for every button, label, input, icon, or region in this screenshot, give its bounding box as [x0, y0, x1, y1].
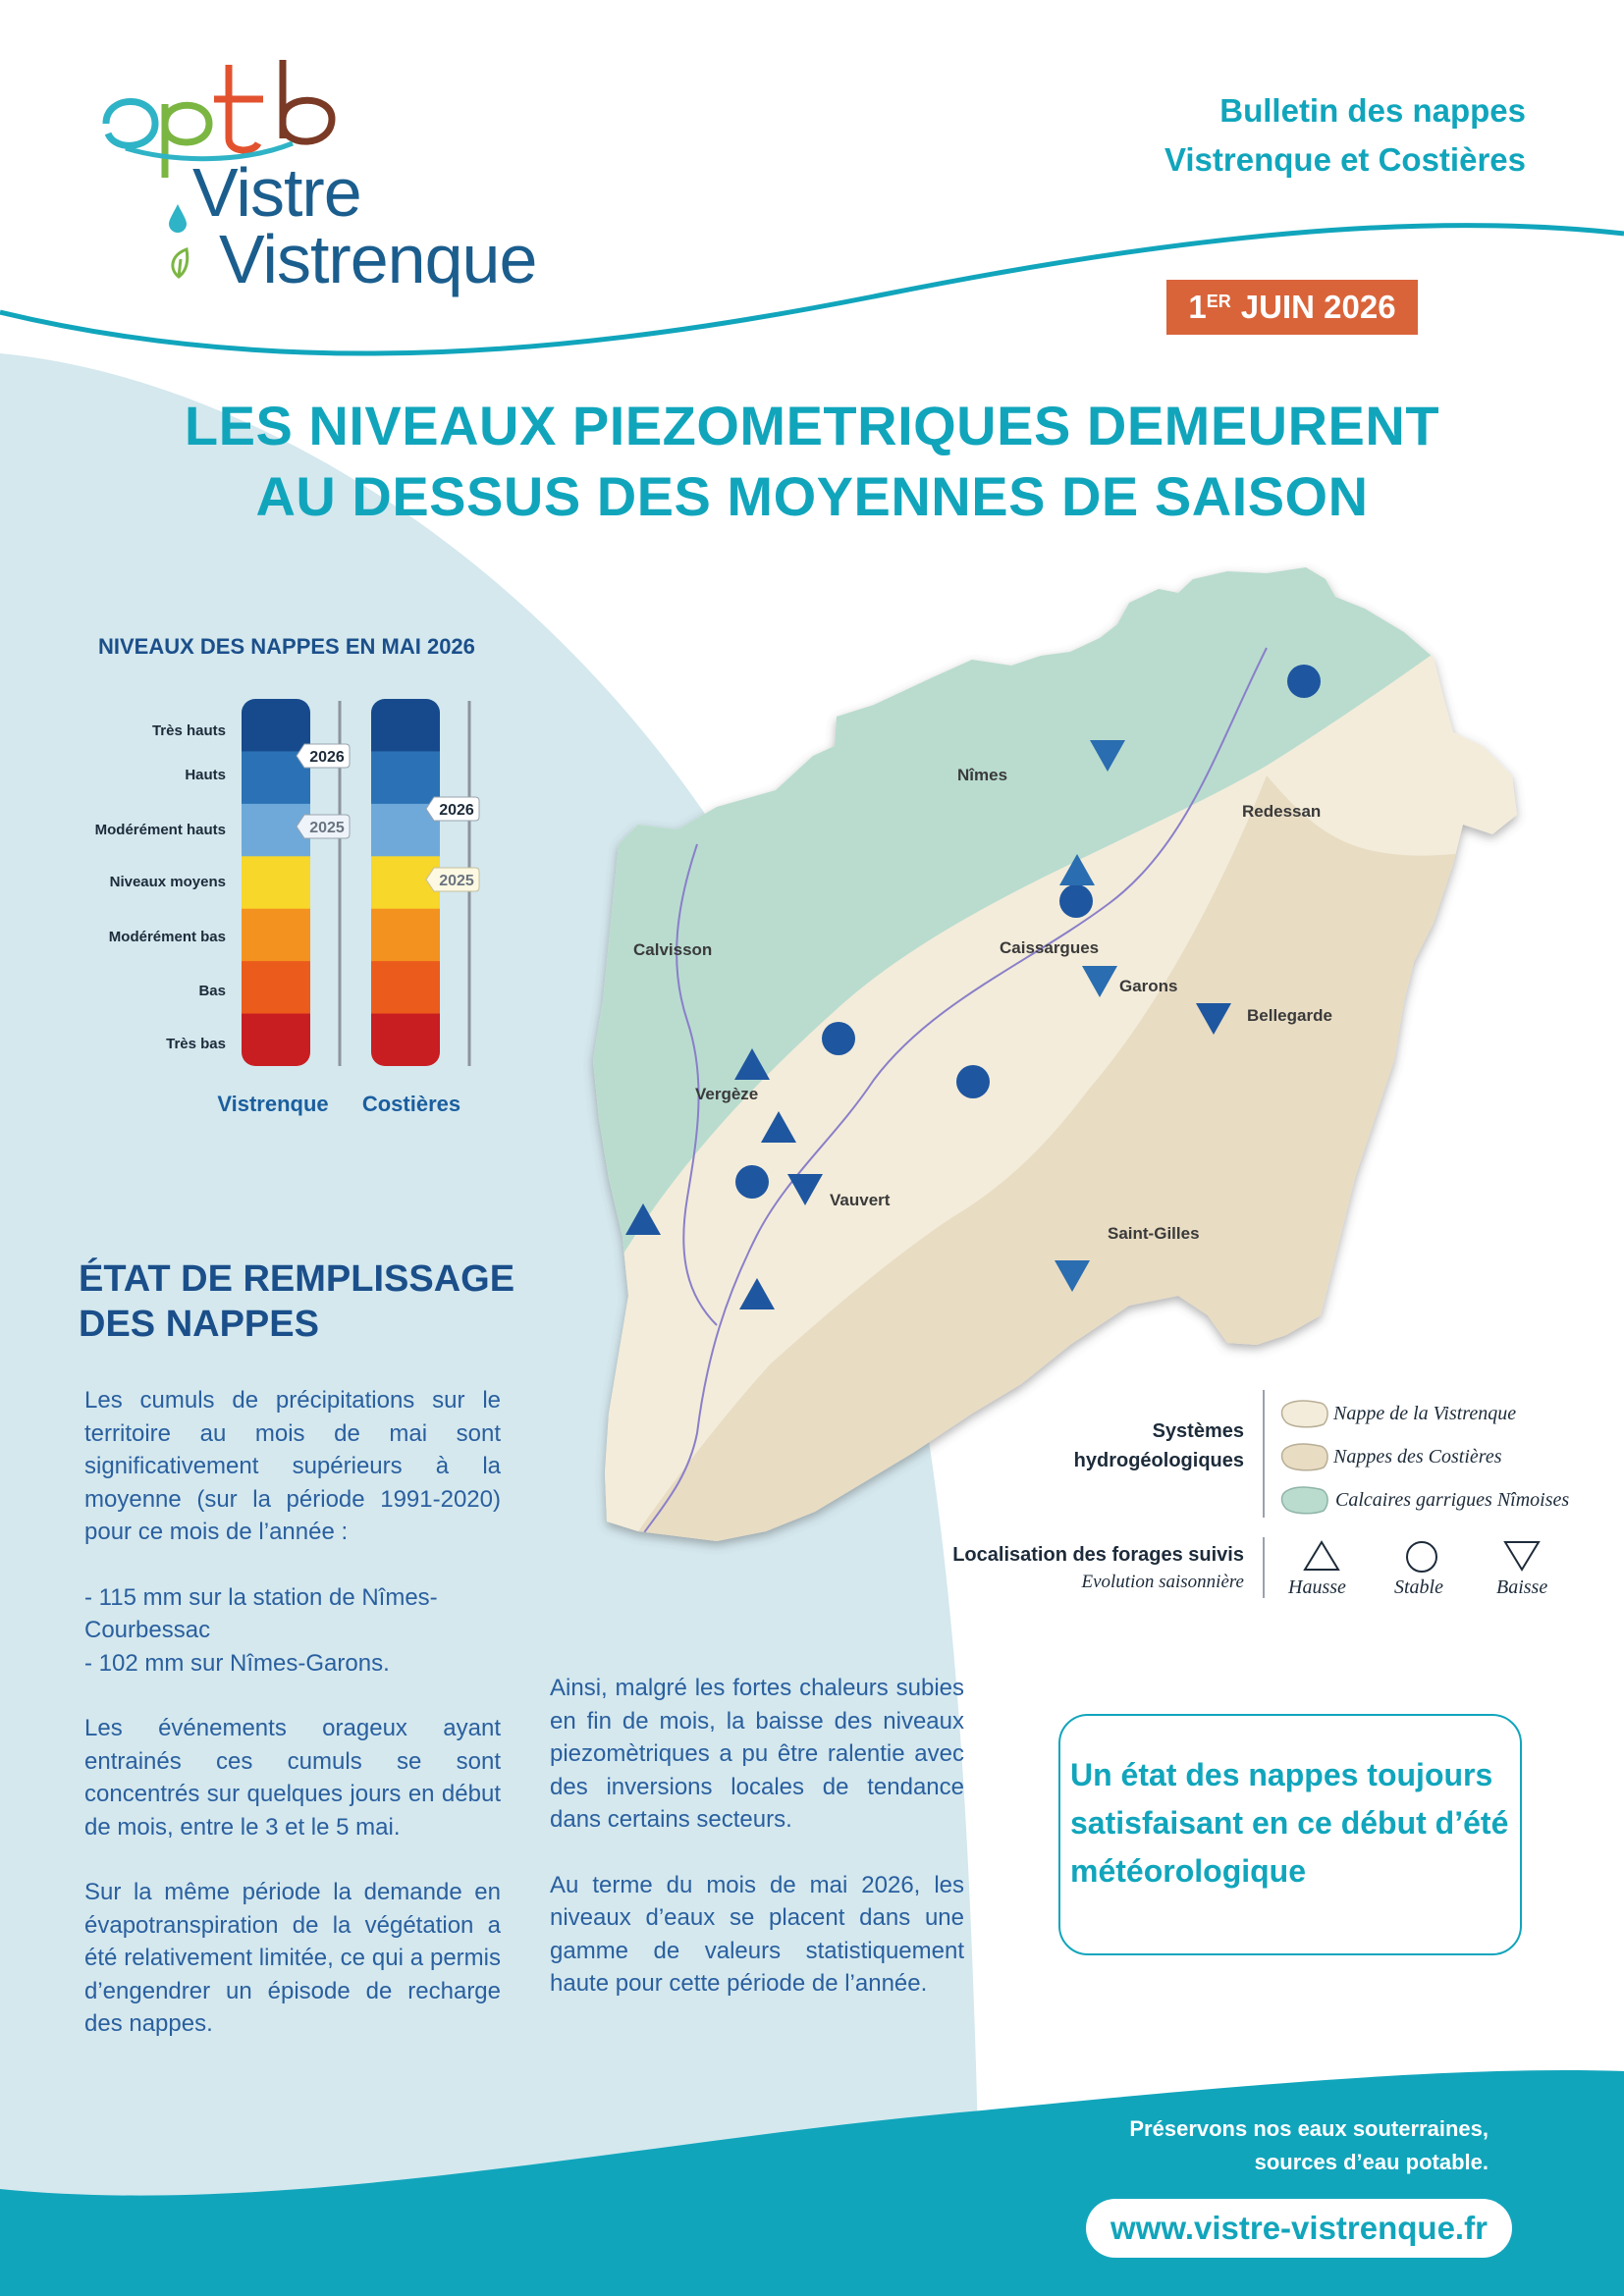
body-paragraph: Ainsi, malgré les fortes chaleurs subies en fin de mois, la baisse des niveaux piezomètriques a pu être ralentie avec des inversions locales de tendance dans certains secteurs.	[550, 1675, 964, 1833]
water-drop-icon	[167, 202, 189, 234]
body-column-2	[550, 1672, 964, 2033]
legend-boreholes-title-text: Localisation des forages suivis	[952, 1544, 1244, 1566]
borehole-stable-icon	[956, 1065, 990, 1098]
legend-systems-list	[1280, 1392, 1569, 1522]
city-redessan: Redessan	[1242, 802, 1322, 821]
legend-trend-hausse: Hausse	[1288, 1576, 1346, 1598]
date-badge	[1166, 280, 1418, 335]
city-saint-gilles: Saint-Gilles	[1108, 1224, 1200, 1243]
legend-system-item	[1280, 1392, 1569, 1435]
marker-costieres-2026	[426, 797, 479, 821]
level-segment-5	[371, 961, 440, 1014]
date-month-year: JUIN 2026	[1240, 289, 1396, 325]
legend-systems-title	[1074, 1416, 1244, 1475]
city-nimes: Nîmes	[957, 766, 1008, 784]
body-list-item: - 102 mm sur Nîmes-Garons.	[84, 1649, 390, 1677]
borehole-stable-icon	[822, 1022, 855, 1055]
main-headline	[0, 391, 1624, 532]
stable-icon	[1404, 1539, 1439, 1575]
body-paragraph: Sur la même période la demande en évapotranspiration de la végétation a été relativement limitée, ce qui a permis d’engendrer un épisode de recharge des nappes.	[84, 1879, 501, 2037]
levels-chart-title: NIVEAUX DES NAPPES EN MAI 2026	[98, 634, 475, 659]
level-segment-3	[242, 856, 310, 909]
level-label-moderement-hauts: Modérément hauts	[94, 822, 226, 838]
garrigues-swatch-icon	[1280, 1483, 1331, 1517]
level-label-hauts: Hauts	[185, 767, 226, 783]
date-ordinal: ER	[1206, 291, 1231, 311]
levels-bars	[236, 697, 491, 1070]
vistrenque-swatch-icon	[1280, 1397, 1331, 1430]
legend-boreholes-title	[952, 1541, 1244, 1596]
marker-vistrenque-2025	[297, 815, 350, 838]
marker-costieres-2026-label: 2026	[439, 802, 474, 819]
marker-vistrenque-2025-label: 2025	[309, 820, 345, 836]
level-segment-5	[242, 961, 310, 1014]
logo-line-1: Vistre	[192, 154, 361, 231]
logo-line-2: Vistrenque	[219, 221, 537, 297]
marker-costieres-2025	[426, 868, 479, 891]
borehole-stable-icon	[735, 1165, 769, 1199]
level-label-moderement-bas: Modérément bas	[108, 929, 226, 945]
level-segment-0	[242, 699, 310, 752]
legend-trends	[1284, 1537, 1548, 1606]
date-day: 1	[1188, 289, 1207, 325]
borehole-stable-icon	[1287, 665, 1321, 698]
legend-system-item	[1280, 1435, 1569, 1478]
legend-divider-2	[1263, 1537, 1265, 1598]
legend-system-vistrenque: Nappe de la Vistrenque	[1333, 1402, 1517, 1424]
marker-costieres-2025-label: 2025	[439, 873, 474, 889]
bulletin-title-line-1: Bulletin des nappes	[1219, 92, 1526, 129]
section-title-line-2: DES NAPPES	[79, 1304, 319, 1345]
level-label-niveaux-moyens: Niveaux moyens	[109, 874, 226, 890]
city-vergeze: Vergèze	[695, 1085, 759, 1103]
highlight-box: Un état des nappes toujours satisfaisant en ce début d’été météorologique	[1058, 1714, 1522, 1955]
legend-system-costieres: Nappes des Costières	[1333, 1445, 1502, 1468]
marker-vistrenque-2026-label: 2026	[309, 749, 345, 766]
level-segment-4	[242, 909, 310, 962]
leaf-icon	[167, 247, 190, 279]
level-label-bas: Bas	[198, 983, 226, 999]
level-segment-6	[371, 1014, 440, 1067]
footer-slogan	[1129, 2112, 1489, 2179]
city-caissargues: Caissargues	[1000, 938, 1100, 957]
bulletin-title	[1164, 86, 1526, 185]
legend-systems-title-line-1: Systèmes	[1152, 1420, 1244, 1442]
column-label-costieres: Costières	[361, 1092, 461, 1116]
level-segment-6	[242, 1014, 310, 1067]
body-paragraph: Au terme du mois de mai 2026, les niveaux d’eaux se placent dans une gamme de valeurs statistiquement haute pour cette période de l’année.	[550, 1871, 964, 1997]
body-paragraph: Les événements orageux ayant entrainés ces cumuls se sont concentrés sur quelques jours en début de mois, entre le 3 et le 5 mai.	[84, 1715, 501, 1841]
marker-vistrenque-2026	[297, 744, 350, 768]
logo	[96, 55, 577, 310]
legend-system-item	[1280, 1478, 1569, 1522]
section-title-line-1: ÉTAT DE REMPLISSAGE	[79, 1258, 515, 1300]
body-list-item: - 115 mm sur la station de Nîmes-Courbessac	[84, 1583, 438, 1643]
legend-system-garrigues: Calcaires garrigues Nîmoises	[1335, 1488, 1570, 1511]
legend-divider	[1263, 1390, 1265, 1518]
legend-trend-baisse: Baisse	[1496, 1576, 1548, 1598]
city-bellegarde: Bellegarde	[1247, 1006, 1332, 1025]
borehole-stable-icon	[1059, 884, 1093, 918]
body-column-1	[84, 1384, 501, 2073]
legend-boreholes-subtitle: Evolution saisonnière	[1081, 1572, 1244, 1592]
footer-slogan-line-2: sources d’eau potable.	[1254, 2150, 1489, 2174]
headline-line-1: LES NIVEAUX PIEZOMETRIQUES DEMEURENT	[184, 395, 1440, 456]
city-garons: Garons	[1119, 977, 1178, 995]
costieres-swatch-icon	[1280, 1440, 1331, 1473]
level-segment-1	[371, 751, 440, 804]
footer-slogan-line-1: Préservons nos eaux souterraines,	[1129, 2116, 1489, 2141]
legend-systems-title-line-2: hydrogéologiques	[1073, 1450, 1244, 1471]
level-label-tres-bas: Très bas	[166, 1036, 226, 1052]
hausse-icon	[1302, 1539, 1341, 1573]
bulletin-title-line-2: Vistrenque et Costières	[1164, 141, 1526, 178]
section-title	[79, 1256, 514, 1347]
website-link[interactable]: www.vistre-vistrenque.fr	[1086, 2199, 1512, 2258]
city-calvisson: Calvisson	[633, 940, 713, 959]
body-paragraph: Les cumuls de précipitations sur le territoire au mois de mai sont significativement supérieurs à la moyenne (sur la période 1991-2020) pour ce mois de l’année :	[84, 1387, 501, 1545]
level-segment-4	[371, 909, 440, 962]
level-label-tres-hauts: Très hauts	[151, 722, 226, 739]
legend-trend-stable: Stable	[1394, 1576, 1443, 1598]
level-segment-0	[371, 699, 440, 752]
headline-line-2: AU DESSUS DES MOYENNES DE SAISON	[255, 465, 1369, 527]
city-vauvert: Vauvert	[830, 1191, 891, 1209]
baisse-icon	[1502, 1539, 1542, 1573]
column-label-vistrenque: Vistrenque	[217, 1092, 329, 1116]
